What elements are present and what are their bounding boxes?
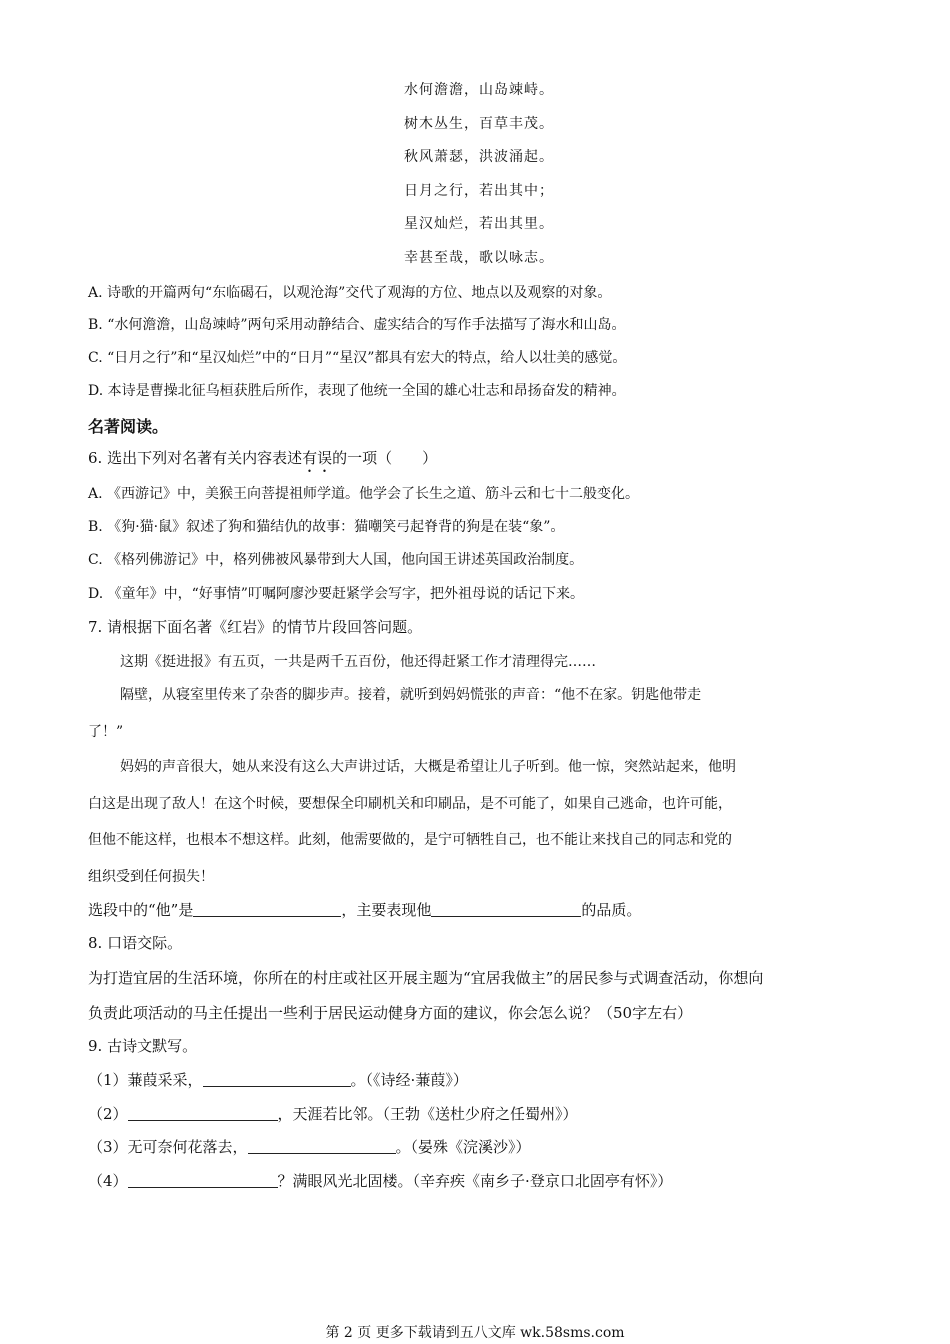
- q7-paragraph-2-line-1: 隔壁，从寝室里传来了杂沓的脚步声。接着，就听到妈妈慌张的声音：“他不在家。钥匙他带走: [120, 687, 702, 703]
- q9-item-4-text-b: ？满眼风光北固楼。（辛弃疾《南乡子·登京口北固亭有怀》）: [277, 1172, 673, 1190]
- q9-item-4-text-a: （4）: [88, 1172, 128, 1190]
- q6-stem-before: 6. 选出下列对名著有关内容表述: [88, 449, 303, 467]
- q6-option-d: D. 《童年》中，“好事情”叮嘱阿廖沙要赶紧学会写字，把外祖母说的话记下来。: [88, 586, 584, 602]
- q6-stem-emphasis: 有误: [302, 449, 333, 467]
- q5-option-c: C. “日月之行”和“星汉灿烂”中的“日月”“星汉”都具有宏大的特点，给人以壮美的感觉。: [88, 350, 627, 366]
- answer-blank[interactable]: [248, 1137, 396, 1154]
- answer-blank[interactable]: [128, 1171, 278, 1188]
- q9-item-3: [88, 1137, 531, 1157]
- page-footer: 第 2 页 更多下载请到五八文库 wk.58sms.com: [325, 1325, 625, 1341]
- q9-item-1-text-a: （1）蒹葭采采，: [88, 1071, 203, 1089]
- poem-line: 星汉灿烂，若出其里。: [404, 216, 554, 232]
- q6-option-b: B. 《狗·猫·鼠》叙述了狗和猫结仇的故事：猫嘲笑弓起脊背的狗是在装“象”。: [88, 519, 565, 535]
- poem-line: 秋风萧瑟，洪波涌起。: [404, 149, 554, 165]
- q9-item-2-text-b: ，天涯若比邻。（王勃《送杜少府之任蜀州》）: [277, 1105, 578, 1123]
- q6-stem: [88, 448, 437, 476]
- q7-answer-text-a: 选段中的“他”是: [88, 901, 194, 919]
- q8-body-line-1: 为打造宜居的生活环境，你所在的村庄或社区开展主题为“宜居我做主”的居民参与式调查活动，你想向: [88, 969, 764, 987]
- q6-stem-after: 的一项（ ）: [332, 449, 438, 467]
- q7-paragraph-2-line-2: 了！”: [88, 724, 124, 740]
- q5-option-d: D. 本诗是曹操北征乌桓获胜后所作，表现了他统一全国的雄心壮志和昂扬奋发的精神。: [88, 383, 626, 399]
- q6-option-c: C. 《格列佛游记》中，格列佛被风暴带到大人国，他向国王讲述英国政治制度。: [88, 552, 584, 568]
- q8-body-line-2: 负责此项活动的马主任提出一些利于居民运动健身方面的建议，你会怎么说？（50字左右）: [88, 1004, 693, 1022]
- q5-option-b: B. “水何澹澹，山岛竦峙”两句采用动静结合、虚实结合的写作手法描写了海水和山岛。: [88, 317, 626, 333]
- q7-answer-text-c: 的品质。: [581, 901, 642, 919]
- q9-item-2: [88, 1104, 578, 1124]
- q7-paragraph-1: 这期《挺进报》有五页，一共是两千五百份，他还得赶紧工作才清理得完……: [120, 654, 596, 670]
- q9-item-3-text-b: 。（晏殊《浣溪沙》）: [395, 1138, 531, 1156]
- q7-paragraph-3-line-1: 妈妈的声音很大，她从来没有这么大声讲过话，大概是希望让儿子听到。他一惊，突然站起来，他明: [120, 759, 736, 775]
- q9-item-1: [88, 1070, 468, 1090]
- q5-option-a: A. 诗歌的开篇两句“东临碣石，以观沧海”交代了观海的方位、地点以及观察的对象。: [88, 285, 612, 301]
- section-heading: 名著阅读。: [88, 417, 169, 436]
- q9-stem: 9. 古诗文默写。: [88, 1037, 198, 1055]
- q9-item-3-text-a: （3）无可奈何花落去，: [88, 1138, 248, 1156]
- q7-paragraph-3-line-2: 白这是出现了敌人！在这个时候，要想保全印刷机关和印刷品，是不可能了，如果自己逃命，也许可能，: [88, 796, 732, 812]
- answer-blank[interactable]: [203, 1070, 351, 1087]
- q8-stem: 8. 口语交际。: [88, 934, 183, 952]
- poem-block: [0, 78, 950, 279]
- q7-paragraph-3-line-3: 但他不能这样，也根本不想这样。此刻，他需要做的，是宁可牺牲自己，也不能让来找自己的同志和党的: [88, 832, 732, 848]
- answer-blank[interactable]: [431, 900, 581, 917]
- q9-item-2-text-a: （2）: [88, 1105, 128, 1123]
- q7-answer-line: [88, 900, 641, 920]
- poem-line: 水何澹澹，山岛竦峙。: [404, 82, 554, 98]
- q6-option-a: A. 《西游记》中，美猴王向菩提祖师学道。他学会了长生之道、筋斗云和七十二般变化。: [88, 486, 640, 502]
- poem-line: 树木丛生，百草丰茂。: [404, 115, 554, 132]
- q9-item-1-text-b: 。（《诗经·蒹葭》）: [350, 1071, 468, 1089]
- answer-blank[interactable]: [193, 900, 341, 917]
- q7-answer-text-b: ，主要表现他: [341, 901, 432, 919]
- poem-line: 日月之行，若出其中；: [404, 182, 554, 199]
- poem-line: 幸甚至哉，歌以咏志。: [404, 249, 554, 266]
- q9-item-4: [88, 1171, 672, 1191]
- q7-paragraph-3-line-4: 组织受到任何损失！: [88, 869, 214, 885]
- answer-blank[interactable]: [128, 1104, 278, 1121]
- q7-stem: 7. 请根据下面名著《红岩》的情节片段回答问题。: [88, 618, 423, 636]
